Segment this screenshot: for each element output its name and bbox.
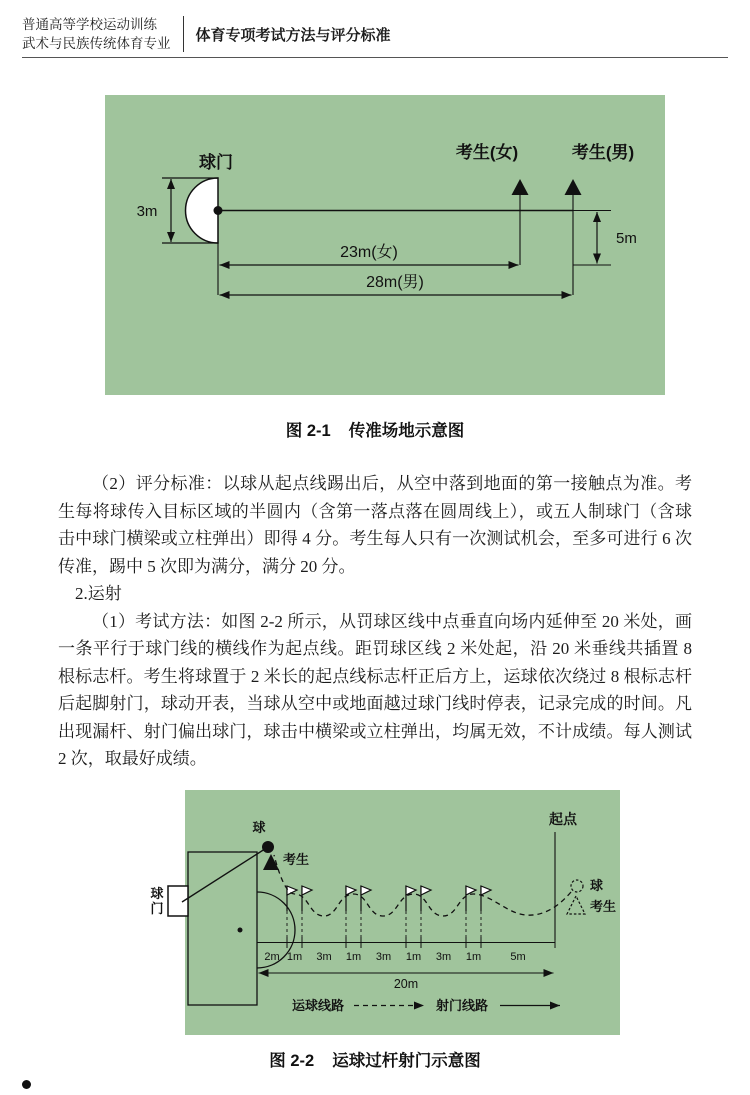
paragraph-test-method: （1）考试方法：如图 2-2 所示，从罚球区线中点垂直向场内延伸至 20 米处，画一条平行于球门线的横线作为起点线。距罚球区线 2 米处起，沿 20 米垂线共插置 8 根标志杆。考生将球置于 2 米长的起点线标志杆正后方上，运球依次绕过 8 根标志杆后起脚射门，球动开表，当球从空中或地面越过球门线时停表，记录完成的时间。凡出现漏杆、射门偏出球门，球击中横梁或立柱弹出，均属无效，不计成绩。每人测试 2 次，取最好成绩。 xyxy=(58,611,692,768)
header-rule xyxy=(22,57,728,58)
penalty-spot xyxy=(238,928,243,933)
segment-label: 1m xyxy=(286,951,303,963)
goal-label-char2: 门 xyxy=(150,901,164,916)
start-point-label: 起点 xyxy=(549,811,577,827)
goal-box xyxy=(168,886,188,916)
figure-2-1 xyxy=(105,95,665,400)
ball-icon xyxy=(262,841,274,853)
caption-label: 图 2-1 xyxy=(285,422,331,440)
header-left-block xyxy=(22,15,171,53)
total-dim-label: 20m xyxy=(393,977,419,991)
figure-2-1-caption xyxy=(0,417,750,441)
dim-28m-label: 28m(男) xyxy=(366,274,424,291)
examinee-female-label: 考生(女) xyxy=(455,143,519,162)
examinee-male-label: 考生(男) xyxy=(571,143,635,162)
figure-2-2 xyxy=(140,790,620,1040)
legend-dribble-label: 运球线路 xyxy=(292,998,345,1013)
segment-label: 3m xyxy=(435,951,452,963)
dim-3m-label: 3m xyxy=(136,203,158,220)
page-header xyxy=(22,15,728,53)
header-left-line2: 武术与民族传统体育专业 xyxy=(22,36,171,51)
dim-23m-label: 23m(女) xyxy=(340,244,398,261)
scan-artifact-dot xyxy=(22,1080,31,1089)
figure-2-2-diagram xyxy=(140,790,620,1035)
paragraph-section-heading: 2.运射 xyxy=(75,584,122,603)
segment-label: 2m xyxy=(264,951,280,963)
legend-shoot-label: 射门线路 xyxy=(436,998,489,1013)
start-examinee-label: 考生 xyxy=(590,899,617,914)
segment-label: 1m xyxy=(465,951,482,963)
segment-label: 5m xyxy=(510,951,526,963)
header-left-line1: 普通高等学校运动训练 xyxy=(22,17,157,32)
ball-label: 球 xyxy=(252,820,266,835)
segment-label: 3m xyxy=(375,951,392,963)
figure-2-2-caption xyxy=(0,1047,750,1071)
header-right-title: 体育专项考试方法与评分标准 xyxy=(195,27,391,44)
segment-label: 1m xyxy=(405,951,422,963)
caption-title: 传准场地示意图 xyxy=(348,422,465,440)
goal-label: 球门 xyxy=(199,153,233,172)
caption-title: 运球过杆射门示意图 xyxy=(332,1052,481,1070)
goal-label-char1: 球 xyxy=(150,886,164,901)
dim-5m-label: 5m xyxy=(616,230,637,247)
start-ball-label: 球 xyxy=(590,878,604,893)
figure-2-1-diagram xyxy=(105,95,665,395)
examinee-label: 考生 xyxy=(283,852,310,867)
header-divider xyxy=(183,16,184,52)
body-text xyxy=(58,470,692,773)
caption-label: 图 2-2 xyxy=(269,1052,315,1070)
segment-label: 3m xyxy=(316,951,332,963)
paragraph-scoring-standard: （2）评分标准：以球从起点线踢出后，从空中落到地面的第一接触点为准。考生每将球传入目标区域的半圆内（含第一落点落在圆周线上），或五人制球门（含球击中球门横梁或立柱弹出）即得 4 分。考生每人只有一次测试机会，至多可进行 6 次传准，踢中 5 次即为满分，满分 20 分。 xyxy=(58,474,692,576)
segment-label: 1m xyxy=(345,951,362,963)
